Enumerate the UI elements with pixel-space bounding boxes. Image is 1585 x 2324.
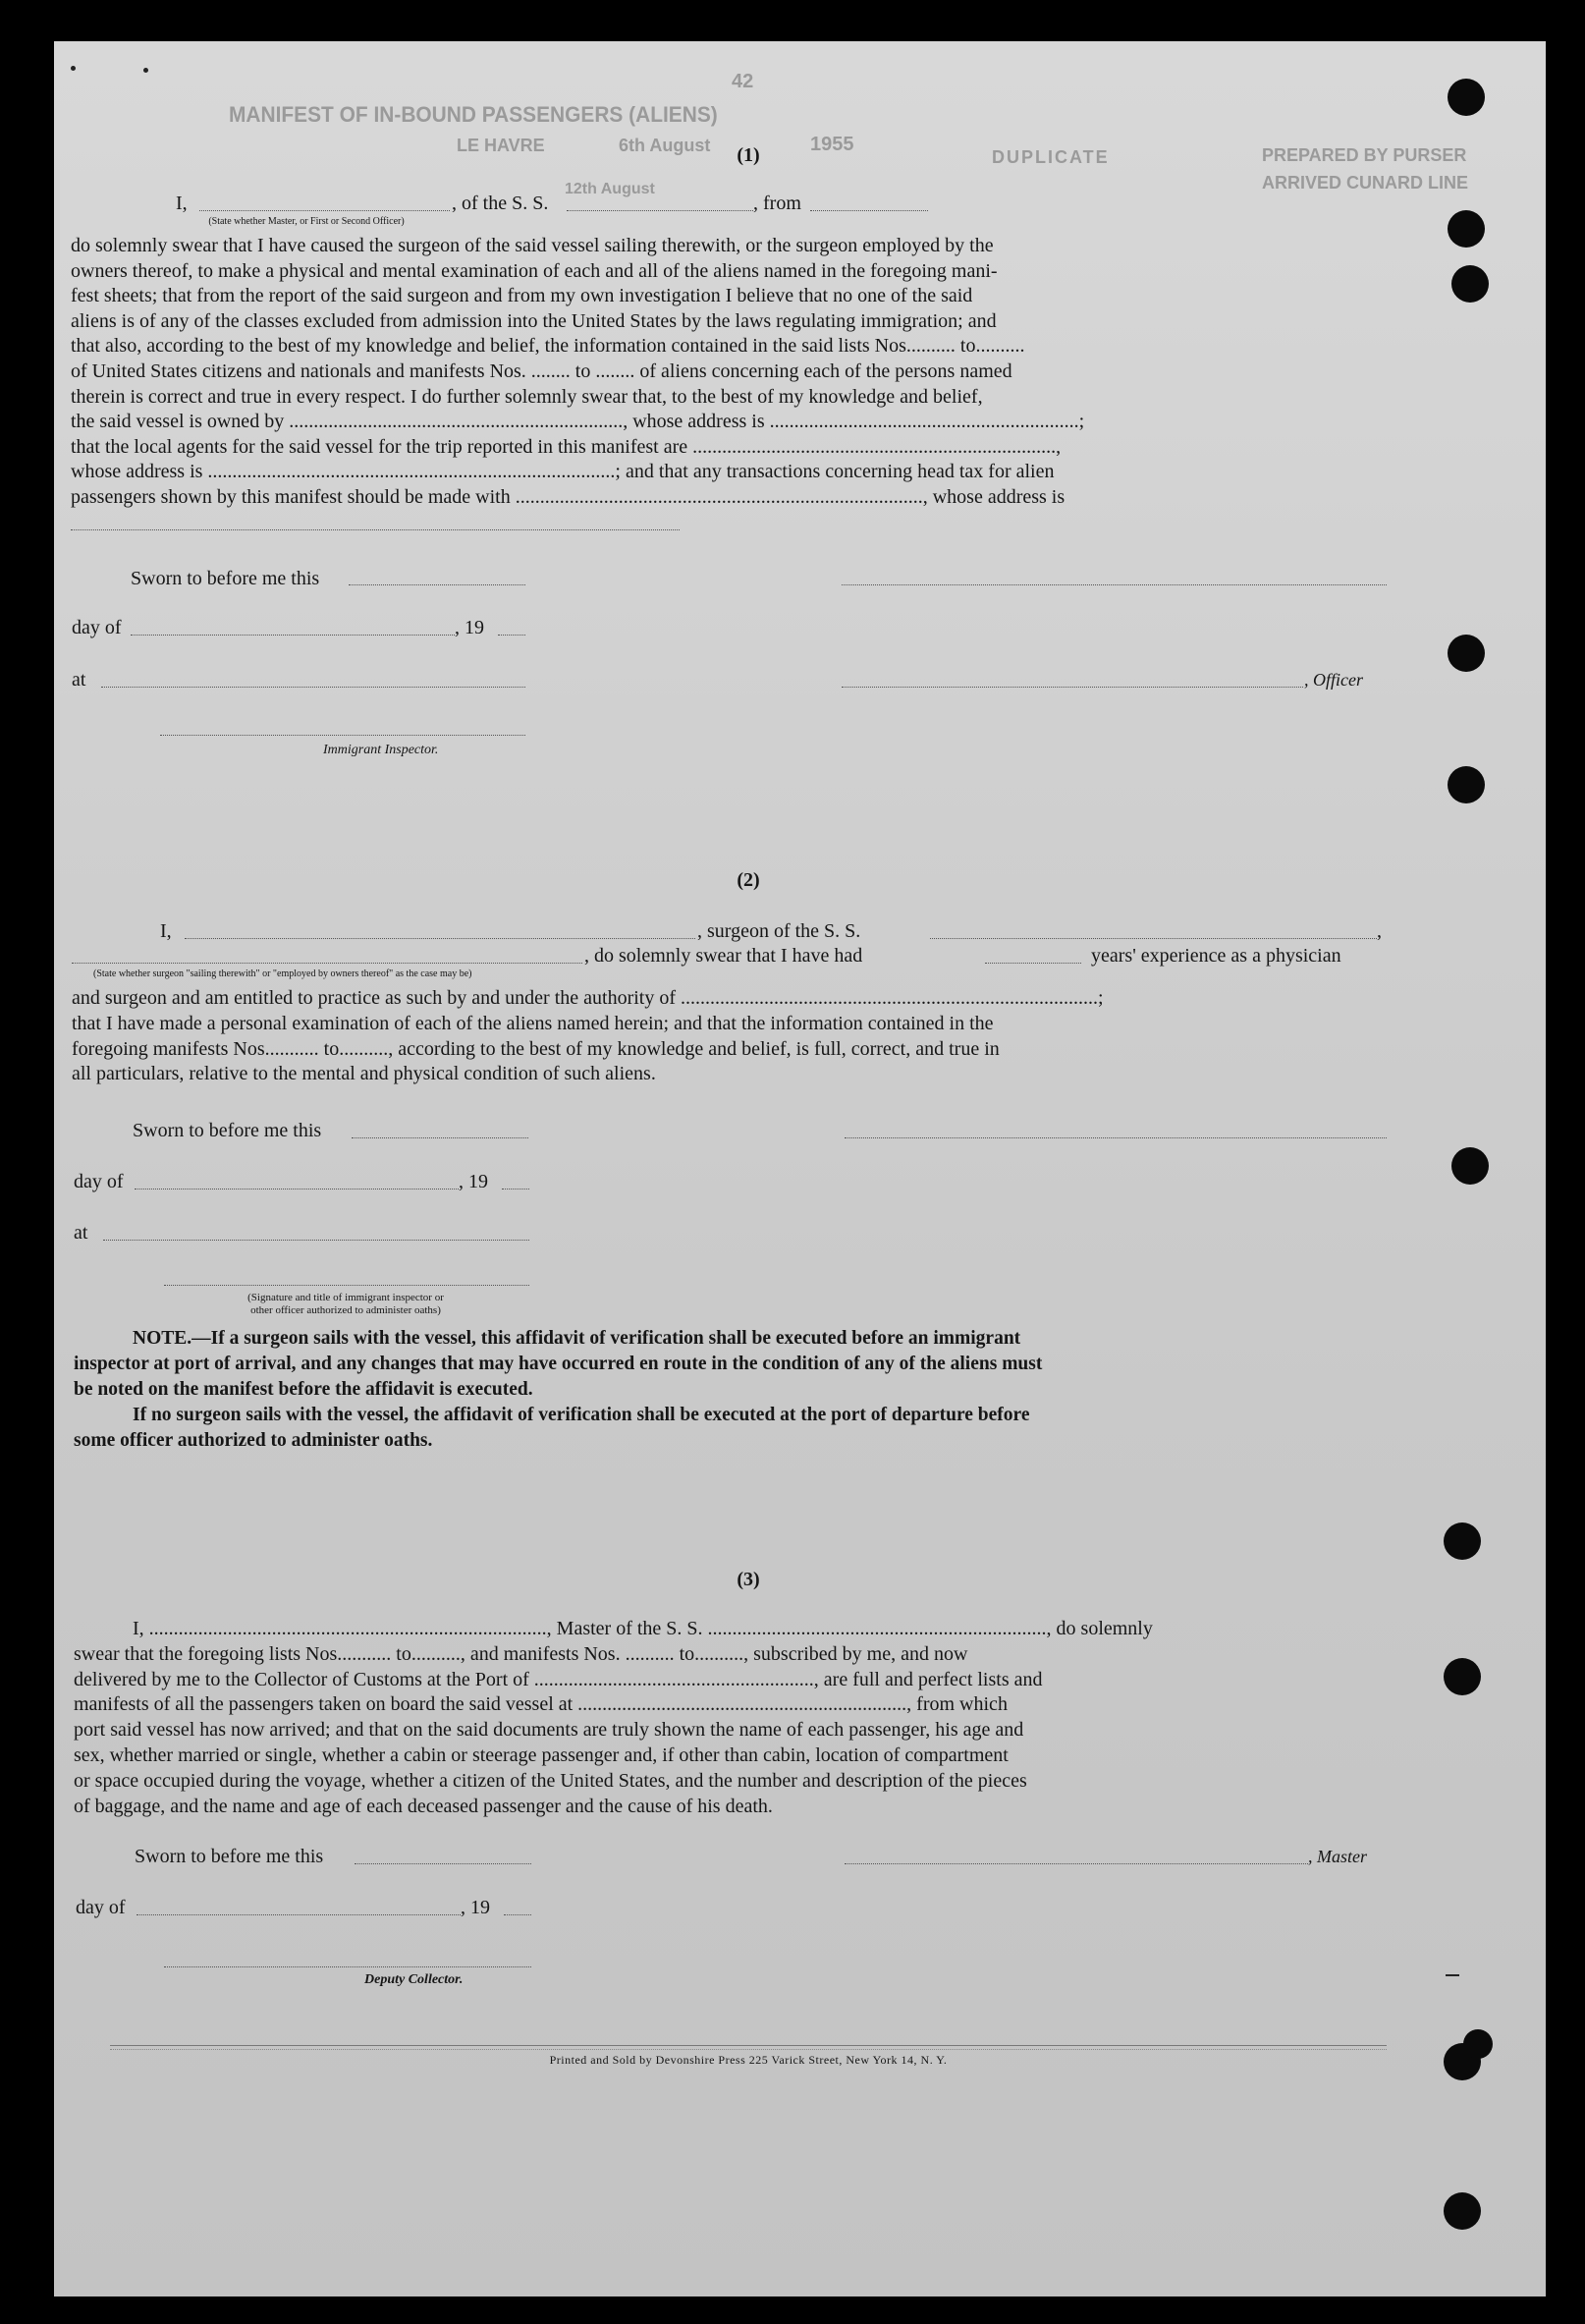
section-1-number: (1) bbox=[737, 144, 760, 166]
manifest-page bbox=[54, 41, 1546, 2296]
address-continuation-field[interactable] bbox=[71, 529, 680, 530]
section-1-i: I, bbox=[176, 193, 188, 214]
day-of-label-2: day of bbox=[74, 1171, 124, 1192]
day-of-label-3: day of bbox=[76, 1897, 126, 1918]
years-experience-field[interactable] bbox=[985, 963, 1081, 964]
ghost-arrival-date: 12th August bbox=[565, 181, 655, 197]
year-field-2[interactable] bbox=[502, 1189, 529, 1190]
officer-signature-line-1[interactable] bbox=[842, 584, 1387, 585]
body-line: do solemnly swear that I have caused the surgeon of the said vessel sailing therewith, or the surgeon employed by the bbox=[71, 235, 994, 256]
punch-hole bbox=[1444, 1522, 1481, 1560]
section-1-caption: (State whether Master, or First or Second Officer) bbox=[208, 216, 405, 227]
inspector-label: Immigrant Inspector. bbox=[323, 743, 439, 757]
speck-mark bbox=[143, 68, 148, 73]
speck-mark bbox=[71, 66, 76, 71]
authorized-officer-signature-line[interactable] bbox=[164, 1285, 529, 1286]
deputy-collector-signature-line[interactable] bbox=[164, 1966, 531, 1967]
sworn-date-field-2[interactable] bbox=[352, 1137, 528, 1138]
ghost-year: 1955 bbox=[810, 134, 854, 155]
at-label-1: at bbox=[72, 669, 86, 691]
vessel-name-field[interactable] bbox=[567, 210, 753, 211]
body-line: foregoing manifests Nos........... to.........., according to the best of my knowledge and belief, is full, correct, and true in bbox=[72, 1037, 1000, 1060]
surgeon-vessel-field[interactable] bbox=[930, 938, 1377, 939]
body-line: manifests of all the passengers taken on board the said vessel at ..................................................................., from which bbox=[74, 1693, 1008, 1716]
body-line: fest sheets; that from the report of the said surgeon and from my own investigation I believe that no one of the said bbox=[71, 285, 973, 307]
ghost-from-port: LE HAVRE bbox=[457, 136, 545, 155]
day-of-field-3[interactable] bbox=[137, 1914, 461, 1915]
year-field-1[interactable] bbox=[498, 635, 525, 636]
ghost-manifest-title: MANIFEST OF IN-BOUND PASSENGERS (ALIENS) bbox=[229, 102, 718, 127]
punch-hole bbox=[1448, 79, 1485, 116]
note-line: be noted on the manifest before the affidavit is executed. bbox=[74, 1379, 533, 1400]
note-block bbox=[74, 1326, 1350, 1454]
body-line: whose address is ...................................................................................; and that any transactions concerning head tax for alien bbox=[71, 461, 1055, 483]
punch-hole bbox=[1448, 766, 1485, 803]
body-line: port said vessel has now arrived; and that on the said documents are truly shown the name of each passenger, his age and bbox=[74, 1719, 1024, 1742]
section-3-number: (3) bbox=[737, 1569, 760, 1590]
body-line: aliens is of any of the classes excluded from admission into the United States by the laws regulating immigration; and bbox=[71, 309, 997, 332]
body-line: all particulars, relative to the mental and physical condition of such aliens. bbox=[72, 1063, 656, 1085]
body-line: that I have made a personal examination of each of the aliens named herein; and that the information contained in the bbox=[72, 1012, 994, 1034]
year-prefix-3: , 19 bbox=[461, 1897, 490, 1918]
note-line: NOTE.—If a surgeon sails with the vessel, this affidavit of verification shall be executed before an immigrant bbox=[133, 1328, 1021, 1349]
section-1-body bbox=[71, 234, 1338, 511]
footer-rule-dotted bbox=[110, 2049, 1387, 2050]
section-2-surgeon-of-ss: , surgeon of the S. S. bbox=[697, 920, 861, 942]
footer-rule bbox=[110, 2045, 1387, 2046]
section-3-body bbox=[74, 1617, 1350, 1819]
punch-hole bbox=[1463, 2029, 1493, 2059]
at-field-1[interactable] bbox=[101, 687, 525, 688]
body-line: I, ................................................................................., Master of the S. S. ....................................................................., do solemnly bbox=[133, 1618, 1153, 1639]
sig-caption-1: (Signature and title of immigrant inspector or bbox=[247, 1292, 444, 1303]
punch-hole bbox=[1448, 635, 1485, 672]
body-line: that also, according to the best of my knowledge and belief, the information contained in the said lists Nos.......... to.......... bbox=[71, 335, 1025, 358]
body-line: swear that the foregoing lists Nos........... to.........., and manifests Nos. .......... to.........., subscribed by me, and now bbox=[74, 1642, 968, 1665]
ghost-stamp-purser: PREPARED BY PURSER bbox=[1262, 145, 1467, 165]
body-line: sex, whether married or single, whether a cabin or steerage passenger and, if other than cabin, location of compartment bbox=[74, 1743, 1009, 1766]
section-2-solemnly: , do solemnly swear that I have had bbox=[584, 945, 863, 967]
sworn-label-1: Sworn to before me this bbox=[131, 568, 320, 589]
deputy-collector-label: Deputy Collector. bbox=[364, 1972, 464, 1987]
year-field-3[interactable] bbox=[504, 1914, 531, 1915]
sworn-date-field-3[interactable] bbox=[355, 1863, 531, 1864]
at-field-2[interactable] bbox=[103, 1240, 529, 1241]
inspector-signature-line[interactable] bbox=[160, 735, 525, 736]
body-line: and surgeon and am entitled to practice as such by and under the authority of .....................................................................................; bbox=[72, 987, 1104, 1009]
punch-hole bbox=[1444, 1658, 1481, 1695]
year-prefix-1: , 19 bbox=[455, 617, 484, 638]
body-line: owners thereof, to make a physical and mental examination of each and all of the aliens named in the foregoing mani- bbox=[71, 259, 998, 282]
master-name-field[interactable] bbox=[199, 210, 450, 211]
day-of-field-2[interactable] bbox=[135, 1189, 459, 1190]
from-port-field[interactable] bbox=[810, 210, 928, 211]
year-prefix-2: , 19 bbox=[459, 1171, 488, 1192]
officer-signature-line-2[interactable] bbox=[845, 1137, 1387, 1138]
surgeon-name-field[interactable] bbox=[185, 938, 695, 939]
body-line: or space occupied during the voyage, whether a citizen of the United States, and the number and description of the pieces bbox=[74, 1769, 1027, 1792]
printer-imprint: Printed and Sold by Devonshire Press 225 Varick Street, New York 14, N. Y. bbox=[549, 2053, 948, 2067]
sworn-date-field-1[interactable] bbox=[349, 584, 525, 585]
section-2-comma: , bbox=[1377, 920, 1382, 942]
punch-hole bbox=[1448, 210, 1485, 248]
body-line: the said vessel is owned by ...................................................................., whose address is ...............................................................; bbox=[71, 411, 1085, 433]
day-of-field-1[interactable] bbox=[131, 635, 455, 636]
section-2-body bbox=[72, 986, 1339, 1087]
section-1-from: , from bbox=[753, 193, 801, 214]
body-line: that the local agents for the said vessel for the trip reported in this manifest are .........................................................................., bbox=[71, 435, 1062, 458]
section-2-caption: (State whether surgeon "sailing therewith" or "employed by owners thereof" as the case may be) bbox=[93, 968, 472, 979]
officer-field-1[interactable] bbox=[842, 687, 1303, 688]
body-line: therein is correct and true in every respect. I do further solemnly swear that, to the best of my knowledge and belief, bbox=[71, 385, 983, 408]
ghost-stamp-arrived: ARRIVED CUNARD LINE bbox=[1262, 173, 1469, 193]
at-label-2: at bbox=[74, 1222, 88, 1244]
sig-caption-2: other officer authorized to administer oaths) bbox=[250, 1304, 441, 1316]
punch-hole bbox=[1444, 2192, 1481, 2230]
master-label: , Master bbox=[1308, 1847, 1367, 1866]
officer-label: , Officer bbox=[1304, 670, 1363, 690]
master-signature-line[interactable] bbox=[845, 1863, 1308, 1864]
note-line: some officer authorized to administer oaths. bbox=[74, 1430, 433, 1451]
body-line: of baggage, and the name and age of each deceased passenger and the cause of his death. bbox=[74, 1795, 773, 1817]
punch-hole bbox=[1451, 265, 1489, 303]
note-line: If no surgeon sails with the vessel, the affidavit of verification shall be executed at the port of departure before bbox=[133, 1405, 1030, 1425]
note-line: inspector at port of arrival, and any changes that may have occurred en route in the condition of any of the aliens must bbox=[74, 1354, 1043, 1374]
sworn-label-3: Sworn to before me this bbox=[135, 1846, 324, 1867]
section-1-of-ss: , of the S. S. bbox=[452, 193, 549, 214]
margin-mark bbox=[1446, 1974, 1459, 1976]
body-line: passengers shown by this manifest should be made with ..................................................................................., whose address is bbox=[71, 485, 1066, 508]
ghost-stamp-duplicate: DUPLICATE bbox=[992, 147, 1110, 167]
body-line: delivered by me to the Collector of Customs at the Port of ........................................................., are full and perfect lists and bbox=[74, 1668, 1043, 1690]
day-of-label-1: day of bbox=[72, 617, 122, 638]
section-2-years: years' experience as a physician bbox=[1091, 945, 1341, 967]
section-2-number: (2) bbox=[737, 869, 760, 891]
punch-hole bbox=[1451, 1147, 1489, 1185]
section-2-i: I, bbox=[160, 920, 172, 942]
ghost-corner-number: 42 bbox=[732, 71, 754, 92]
body-line: of United States citizens and nationals and manifests Nos. ........ to ........ of aliens concerning each of the persons named bbox=[71, 360, 1012, 382]
ghost-date: 6th August bbox=[619, 136, 711, 155]
surgeon-status-field[interactable] bbox=[72, 963, 582, 964]
sworn-label-2: Sworn to before me this bbox=[133, 1120, 322, 1141]
